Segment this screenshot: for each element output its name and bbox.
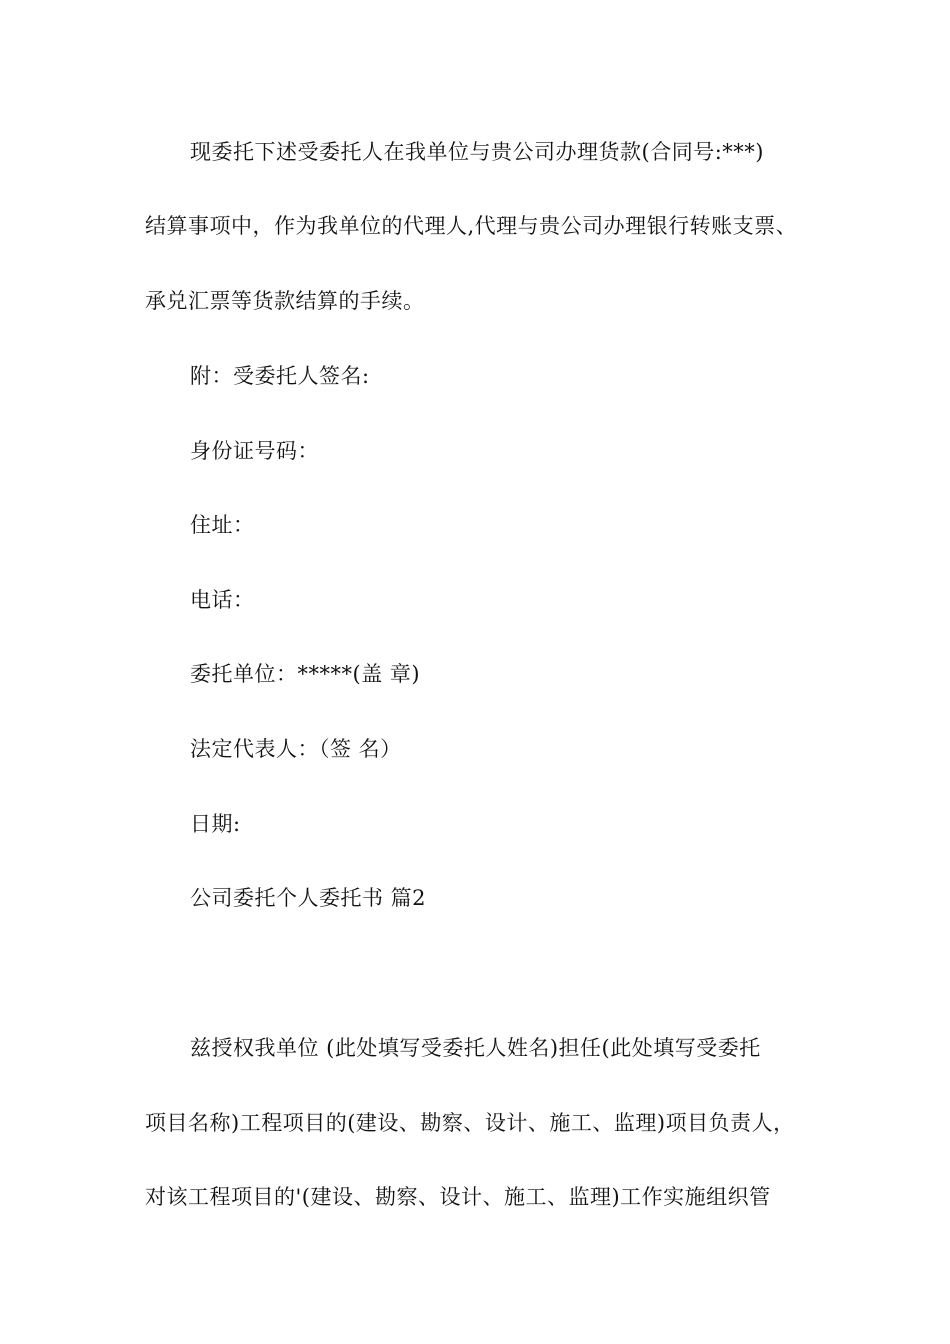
paragraph1-line3: 承兑汇票等货款结算的手续。 xyxy=(145,289,425,313)
id-number-field: 身份证号码： xyxy=(190,439,319,463)
legal-rep-field: 法定代表人：（签 名） xyxy=(190,737,402,761)
paragraph2-line2: 项目名称)工程项目的(建设、勘察、设计、施工、监理)项目负责人， xyxy=(145,1111,795,1135)
section-title: 公司委托个人委托书 篇2 xyxy=(190,886,427,910)
paragraph2-line3: 对该工程项目的'(建设、勘察、设计、施工、监理)工作实施组织管 xyxy=(145,1185,771,1209)
phone-field: 电话： xyxy=(190,588,255,612)
date-field: 日期: xyxy=(190,812,241,836)
paragraph2-line1: 兹授权我单位 (此处填写受委托人姓名)担任(此处填写受委托 xyxy=(190,1036,761,1060)
attachment-field: 附：受委托人签名: xyxy=(190,364,370,388)
paragraph1-line1: 现委托下述受委托人在我单位与贵公司办理货款(合同号:***) xyxy=(190,140,764,164)
entrusting-unit-field: 委托单位：*****(盖 章) xyxy=(190,662,421,686)
address-field: 住址： xyxy=(190,513,255,537)
paragraph1-line2: 结算事项中，作为我单位的代理人,代理与贵公司办理银行转账支票、 xyxy=(145,214,798,238)
